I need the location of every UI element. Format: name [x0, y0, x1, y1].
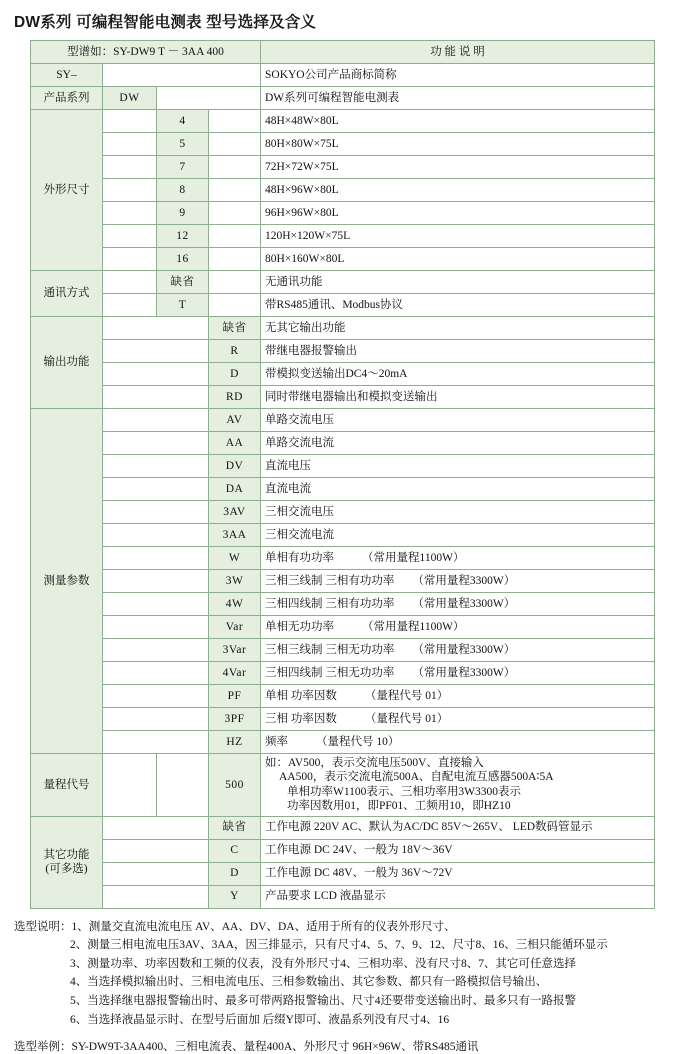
row-desc: [261, 708, 655, 731]
table-row: [31, 501, 655, 524]
spacer-cell: [103, 179, 157, 202]
row-desc: [261, 432, 655, 455]
notes-row-1: [14, 936, 685, 955]
table-row: [31, 478, 655, 501]
row-code-blank: [157, 87, 261, 110]
row-label-measure: 测量参数: [31, 409, 103, 754]
note-item: 5、当选择继电器报警输出时、最多可带两路报警输出、尺寸4还要带变送输出时、最多只有一路报警: [70, 995, 576, 1007]
spacer-cell: [103, 885, 209, 908]
spacer-cell: [209, 248, 261, 271]
range-line: 功率因数用01，即PF01、工频用10，即HZ10: [287, 800, 511, 813]
spacer-cell: [103, 133, 157, 156]
row-code: RD: [209, 386, 261, 409]
row-desc: [261, 662, 655, 685]
spacer-cell: [209, 110, 261, 133]
spacer-cell: [103, 110, 157, 133]
spacer-cell: [103, 662, 209, 685]
measure-note: （量程代号 01）: [364, 689, 449, 702]
row-desc: SOKYO公司产品商标简称: [261, 64, 655, 87]
row-code: 8: [157, 179, 209, 202]
example-text: SY-DW9T-3AA400、三相电流表、量程400A、外形尺寸 96H×96W、带RS485通讯: [71, 1041, 479, 1054]
table-row: [31, 593, 655, 616]
table-row: [31, 708, 655, 731]
range-line: 如：AV500，表示交流电压500V、直接输入: [265, 757, 484, 769]
row-desc: 80H×160W×80L: [261, 248, 655, 271]
row-code: 12: [157, 225, 209, 248]
row-code: 9: [157, 202, 209, 225]
spacer-cell: [103, 708, 209, 731]
spacer-cell: [103, 271, 157, 294]
spacer-cell: [103, 478, 209, 501]
row-label-output: 输出功能: [31, 317, 103, 409]
spacer-cell: [103, 317, 209, 340]
row-desc: 带继电器报警输出: [261, 340, 655, 363]
notes-label: 选型说明：: [14, 920, 72, 933]
notes-row-2: [14, 955, 685, 974]
spacer-cell: [103, 432, 209, 455]
row-desc: [261, 639, 655, 662]
spacer-cell: [103, 839, 209, 862]
row-desc: 带模拟变送输出DC4～20mA: [261, 363, 655, 386]
row-code: 3Var: [209, 639, 261, 662]
row-code: DV: [209, 455, 261, 478]
row-code: C: [209, 839, 261, 862]
table-row: [31, 839, 655, 862]
table-row: [31, 662, 655, 685]
table-row: [31, 87, 655, 110]
row-code: 3AV: [209, 501, 261, 524]
example-label: 选型举例：: [14, 1041, 72, 1054]
table-row: [31, 386, 655, 409]
spacer-cell: [103, 455, 209, 478]
spacer-cell: [103, 340, 209, 363]
row-code: 5: [157, 133, 209, 156]
table-row: [31, 432, 655, 455]
row-code: 缺省: [209, 816, 261, 839]
measure-desc: 三相四线制 三相有功功率: [265, 597, 395, 610]
measure-desc: 频率: [265, 735, 288, 748]
table-row: [31, 862, 655, 885]
measure-desc: 单相无功功率: [265, 620, 334, 633]
table-row: [31, 202, 655, 225]
row-desc: 无其它输出功能: [261, 317, 655, 340]
row-desc: [261, 616, 655, 639]
row-desc: 带RS485通讯、Modbus协议: [261, 294, 655, 317]
page-title: DW系列 可编程智能电测表 型号选择及含义: [14, 14, 317, 31]
table-row: [31, 179, 655, 202]
row-desc: [261, 524, 655, 547]
row-desc: 48H×48W×80L: [261, 110, 655, 133]
row-code: 4Var: [209, 662, 261, 685]
table-row: [31, 294, 655, 317]
measure-desc: 直流电流: [265, 482, 311, 495]
spacer-cell: [103, 248, 157, 271]
spacer-cell: [103, 386, 209, 409]
measure-note: （常用量程3300W）: [412, 643, 516, 656]
spacer-cell: [209, 156, 261, 179]
row-desc: 同时带继电器输出和模拟变送输出: [261, 386, 655, 409]
row-code: 3AA: [209, 524, 261, 547]
row-code: AV: [209, 409, 261, 432]
note-item: 6、当选择液晶显示时、在型号后面加 后缀Y即可、液晶系列没有尺寸4、16: [70, 1013, 450, 1026]
spacer-cell: [103, 501, 209, 524]
measure-desc: 单相 功率因数: [265, 689, 337, 702]
spacer-cell: [103, 570, 209, 593]
table-row: [31, 639, 655, 662]
row-desc: [261, 478, 655, 501]
table-row: [31, 616, 655, 639]
row-desc: 无通讯功能: [261, 271, 655, 294]
spacer-cell: [103, 731, 209, 754]
row-desc: DW系列可编程智能电测表: [261, 87, 655, 110]
spacer-cell: [103, 639, 209, 662]
row-code: Y: [209, 885, 261, 908]
note-item: 1、测量交直流电流电压 AV、AA、DV、DA、适用于所有的仪表外形尺寸、: [71, 920, 456, 933]
measure-desc: 直流电压: [265, 459, 311, 472]
row-desc: 48H×96W×80L: [261, 179, 655, 202]
spacer-cell: [157, 754, 209, 817]
row-desc: [261, 501, 655, 524]
other-label-line1: 其它功能: [43, 848, 90, 861]
row-code: D: [209, 862, 261, 885]
row-desc: [261, 455, 655, 478]
measure-desc: 三相四线制 三相无功功率: [265, 666, 395, 679]
row-code: 16: [157, 248, 209, 271]
range-desc: [261, 754, 655, 817]
row-desc: [261, 547, 655, 570]
spacer-cell: [209, 133, 261, 156]
table-row: [31, 409, 655, 432]
row-desc: 120H×120W×75L: [261, 225, 655, 248]
measure-desc: 三相交流电流: [265, 528, 334, 541]
row-code: DA: [209, 478, 261, 501]
row-code: T: [157, 294, 209, 317]
row-code: 缺省: [209, 317, 261, 340]
measure-note: （常用量程1100W）: [362, 551, 465, 564]
measure-desc: 三相三线制 三相无功功率: [265, 643, 395, 656]
row-code: 3W: [209, 570, 261, 593]
row-desc: [261, 593, 655, 616]
measure-note: （常用量程1100W）: [362, 620, 465, 633]
measure-note: （常用量程3300W）: [412, 597, 516, 610]
spacer-cell: [103, 225, 157, 248]
table-row: [31, 731, 655, 754]
row-code: PF: [209, 685, 261, 708]
spacer-cell: [103, 156, 157, 179]
row-desc: [261, 409, 655, 432]
table-row: [31, 248, 655, 271]
spacer-cell: [209, 202, 261, 225]
table-row: [31, 685, 655, 708]
row-label-range: 量程代号: [31, 754, 103, 817]
spacer-cell: [103, 616, 209, 639]
table-header-row: [31, 41, 655, 64]
row-code: 4: [157, 110, 209, 133]
row-desc: [261, 731, 655, 754]
range-code: 500: [209, 754, 261, 817]
row-code: 缺省: [157, 271, 209, 294]
spacer-cell: [103, 363, 209, 386]
spacer-cell: [103, 409, 209, 432]
spacer-cell: [209, 271, 261, 294]
row-label: 产品系列: [31, 87, 103, 110]
range-line: 单相功率W1100表示、三相功率用3W3300表示: [287, 785, 522, 798]
spacer-cell: [103, 524, 209, 547]
spacer-cell: [103, 685, 209, 708]
row-code: 4W: [209, 593, 261, 616]
spacer-cell: [103, 202, 157, 225]
selection-notes: [14, 918, 685, 1030]
spacer-cell: [209, 225, 261, 248]
row-code: D: [209, 363, 261, 386]
row-label: SY–: [31, 64, 103, 87]
measure-desc: 单相有功功率: [265, 551, 334, 564]
table-row: [31, 524, 655, 547]
row-code: R: [209, 340, 261, 363]
other-label-line2: (可多选): [45, 863, 88, 875]
row-desc: 96H×96W×80L: [261, 202, 655, 225]
row-code: W: [209, 547, 261, 570]
table-row: [31, 317, 655, 340]
table-row: [31, 816, 655, 839]
spacer-cell: [103, 547, 209, 570]
row-desc: [261, 570, 655, 593]
notes-row-5: [14, 1011, 685, 1030]
row-desc: 80H×80W×75L: [261, 133, 655, 156]
table-row: [31, 455, 655, 478]
measure-desc: 单路交流电流: [265, 436, 334, 449]
spacer-cell: [209, 179, 261, 202]
row-code: Var: [209, 616, 261, 639]
note-item: 4、当选择模拟输出时、三相电流电压、三相参数输出、其它参数、都只有一路模拟信号输出、: [70, 976, 548, 989]
measure-note: （量程代号 10）: [316, 735, 400, 748]
row-label-other: [31, 816, 103, 908]
row-desc: 工作电源 DC 24V、一般为 18V～36V: [261, 839, 655, 862]
table-row: [31, 340, 655, 363]
table-row: [31, 885, 655, 908]
measure-note: （常用量程3300W）: [412, 574, 516, 587]
table-row: [31, 271, 655, 294]
row-code: DW: [103, 87, 157, 110]
table-row: [31, 133, 655, 156]
row-code: 7: [157, 156, 209, 179]
table-row: [31, 225, 655, 248]
spacer-cell: [103, 754, 157, 817]
table-row-range: [31, 754, 655, 817]
measure-desc: 三相交流电压: [265, 505, 334, 518]
row-desc: 工作电源 220V AC、默认为AC/DC 85V～265V、 LED数码管显示: [261, 816, 655, 839]
row-label-comm: 通讯方式: [31, 271, 103, 317]
notes-row-4: [14, 992, 685, 1011]
spacer-cell: [103, 862, 209, 885]
row-code: AA: [209, 432, 261, 455]
notes-row-3: [14, 973, 685, 992]
row-desc: 72H×72W×75L: [261, 156, 655, 179]
note-item: 2、测量三相电流电压3AV、3AA，因三排显示，只有尺寸4、5、7、9、12、尺寸8、16、三相只能循环显示: [70, 939, 608, 952]
spacer-cell: [103, 593, 209, 616]
table-row: [31, 363, 655, 386]
range-line: AA500，表示交流电流500A、自配电流互感器500A∶5A: [279, 771, 554, 784]
header-right: 功 能 说 明: [261, 41, 655, 64]
spacer-cell: [103, 294, 157, 317]
spacer-cell: [209, 294, 261, 317]
model-selection-table: [30, 40, 655, 909]
measure-desc: 三相三线制 三相有功功率: [265, 574, 395, 587]
measure-desc: 三相 功率因数: [265, 712, 337, 725]
measure-desc: 单路交流电压: [265, 413, 334, 426]
row-desc: 产品要求 LCD 液晶显示: [261, 885, 655, 908]
row-code-blank: [103, 64, 261, 87]
header-left: 型谱如：SY-DW9 T － 3AA 400: [31, 41, 261, 64]
note-item: 3、测量功率、功率因数和工频的仪表，没有外形尺寸4、三相功率、没有尺寸8、7、其它可任意选择: [70, 957, 576, 970]
measure-note: （量程代号 01）: [364, 712, 449, 725]
table-row: [31, 570, 655, 593]
row-code: 3PF: [209, 708, 261, 731]
selection-example: [14, 1038, 685, 1054]
row-desc: 工作电源 DC 48V、一般为 36V～72V: [261, 862, 655, 885]
notes-row-0: [14, 918, 685, 937]
table-row: [31, 156, 655, 179]
row-label-size: 外形尺寸: [31, 110, 103, 271]
table-row: [31, 64, 655, 87]
table-row: [31, 547, 655, 570]
row-desc: [261, 685, 655, 708]
row-code: HZ: [209, 731, 261, 754]
spacer-cell: [103, 816, 209, 839]
measure-note: （常用量程3300W）: [412, 666, 516, 679]
table-row: [31, 110, 655, 133]
